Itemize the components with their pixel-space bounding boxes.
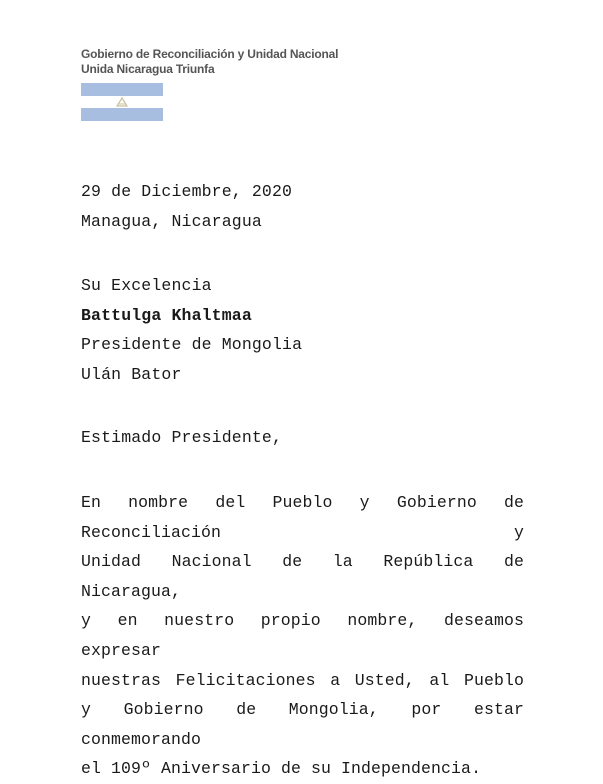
flag-top-stripe (81, 83, 163, 96)
flag-emblem-icon (116, 97, 128, 107)
body-line: y Gobierno de Mongolia, por estar conmemorando (81, 700, 524, 749)
letterhead-slogan: Unida Nicaragua Triunfa (81, 62, 215, 76)
letter-place: Managua, Nicaragua (81, 212, 262, 231)
recipient-title: Su Excelencia (81, 276, 212, 295)
recipient-name: Battulga Khaltmaa (81, 306, 252, 325)
letterhead (81, 47, 338, 77)
body-line: nuestras Felicitaciones a Usted, al Pueblo (81, 670, 524, 690)
nicaragua-flag-icon (81, 83, 163, 121)
letter-greeting: Estimado Presidente, (81, 428, 283, 447)
recipient-city: Ulán Bator (81, 365, 182, 384)
body-line: y en nuestro propio nombre, deseamos expresar (81, 611, 524, 660)
letter-date: 29 de Diciembre, 2020 (81, 182, 293, 201)
letterhead-government-name: Gobierno de Reconciliación y Unidad Nacional (81, 47, 339, 61)
body-line: En nombre del Pueblo y Gobierno de Reconciliación y (81, 493, 524, 542)
recipient-position: Presidente de Mongolia (81, 335, 303, 354)
body-line: Unidad Nacional de la República de Nicaragua, (81, 552, 524, 601)
flag-bottom-stripe (81, 108, 163, 121)
body-line: el 109º Aniversario de su Independencia. (81, 759, 482, 779)
letter-body-paragraph (81, 488, 524, 784)
